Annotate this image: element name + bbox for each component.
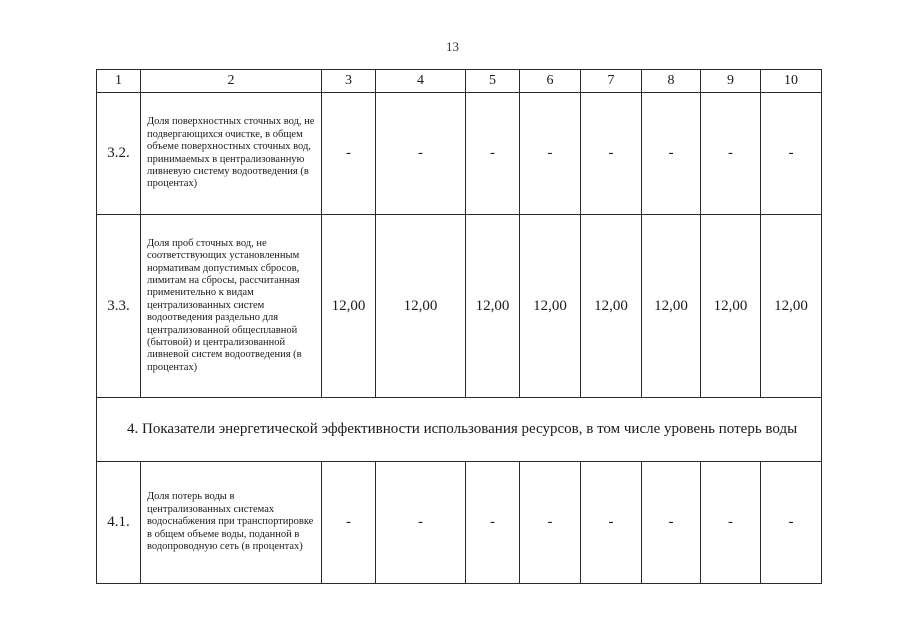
value-cell: -	[581, 93, 642, 215]
header-cell: 5	[466, 70, 520, 93]
value-cell: 12,00	[761, 215, 822, 398]
value-cell: -	[642, 93, 701, 215]
value-cell: 12,00	[376, 215, 466, 398]
value-cell: -	[376, 462, 466, 584]
value-cell: -	[761, 93, 822, 215]
header-cell: 3	[322, 70, 376, 93]
value-cell: -	[642, 462, 701, 584]
table-row	[97, 215, 822, 398]
row-description: Доля поверхностных сточных вод, не подвергающихся очистке, в общем объеме поверхностных сточных вод, принимаемых в централизованную ливневую систему водоотведения (в процентах)	[141, 93, 322, 215]
value-cell: -	[701, 93, 761, 215]
header-cell: 7	[581, 70, 642, 93]
section-row	[97, 398, 822, 462]
row-number: 4.1.	[97, 462, 141, 584]
header-cell: 10	[761, 70, 822, 93]
value-cell: -	[520, 93, 581, 215]
table-header-row	[97, 70, 822, 93]
value-cell: -	[322, 462, 376, 584]
header-cell: 4	[376, 70, 466, 93]
value-cell: -	[520, 462, 581, 584]
value-cell: -	[376, 93, 466, 215]
indicators-table	[96, 69, 822, 584]
header-cell: 6	[520, 70, 581, 93]
value-cell: -	[466, 93, 520, 215]
value-cell: 12,00	[701, 215, 761, 398]
header-cell: 2	[141, 70, 322, 93]
indicators-table-container	[96, 69, 821, 584]
value-cell: -	[581, 462, 642, 584]
value-cell: 12,00	[466, 215, 520, 398]
table-row	[97, 93, 822, 215]
row-number: 3.2.	[97, 93, 141, 215]
table-row	[97, 462, 822, 584]
value-cell: -	[761, 462, 822, 584]
header-cell: 9	[701, 70, 761, 93]
value-cell: -	[322, 93, 376, 215]
value-cell: -	[701, 462, 761, 584]
row-description: Доля потерь воды в централизованных системах водоснабжения при транспортировке в общем объеме воды, поданной в водопроводную сеть (в процентах)	[141, 462, 322, 584]
value-cell: 12,00	[642, 215, 701, 398]
row-description: Доля проб сточных вод, не соответствующих установленным нормативам допустимых сбросов, лимитам на сбросы, рассчитанная применительно к видам централизованных систем водоотведения раздельно для централизованной общесплавной (бытовой) и централизованной ливневой систем водоотведения (в процентах)	[141, 215, 322, 398]
header-cell: 8	[642, 70, 701, 93]
value-cell: 12,00	[322, 215, 376, 398]
value-cell: 12,00	[520, 215, 581, 398]
row-number: 3.3.	[97, 215, 141, 398]
page-number: 13	[446, 39, 459, 54]
section-title: 4. Показатели энергетической эффективности использования ресурсов, в том числе уровень потерь воды	[97, 398, 822, 462]
header-cell: 1	[97, 70, 141, 93]
value-cell: -	[466, 462, 520, 584]
value-cell: 12,00	[581, 215, 642, 398]
